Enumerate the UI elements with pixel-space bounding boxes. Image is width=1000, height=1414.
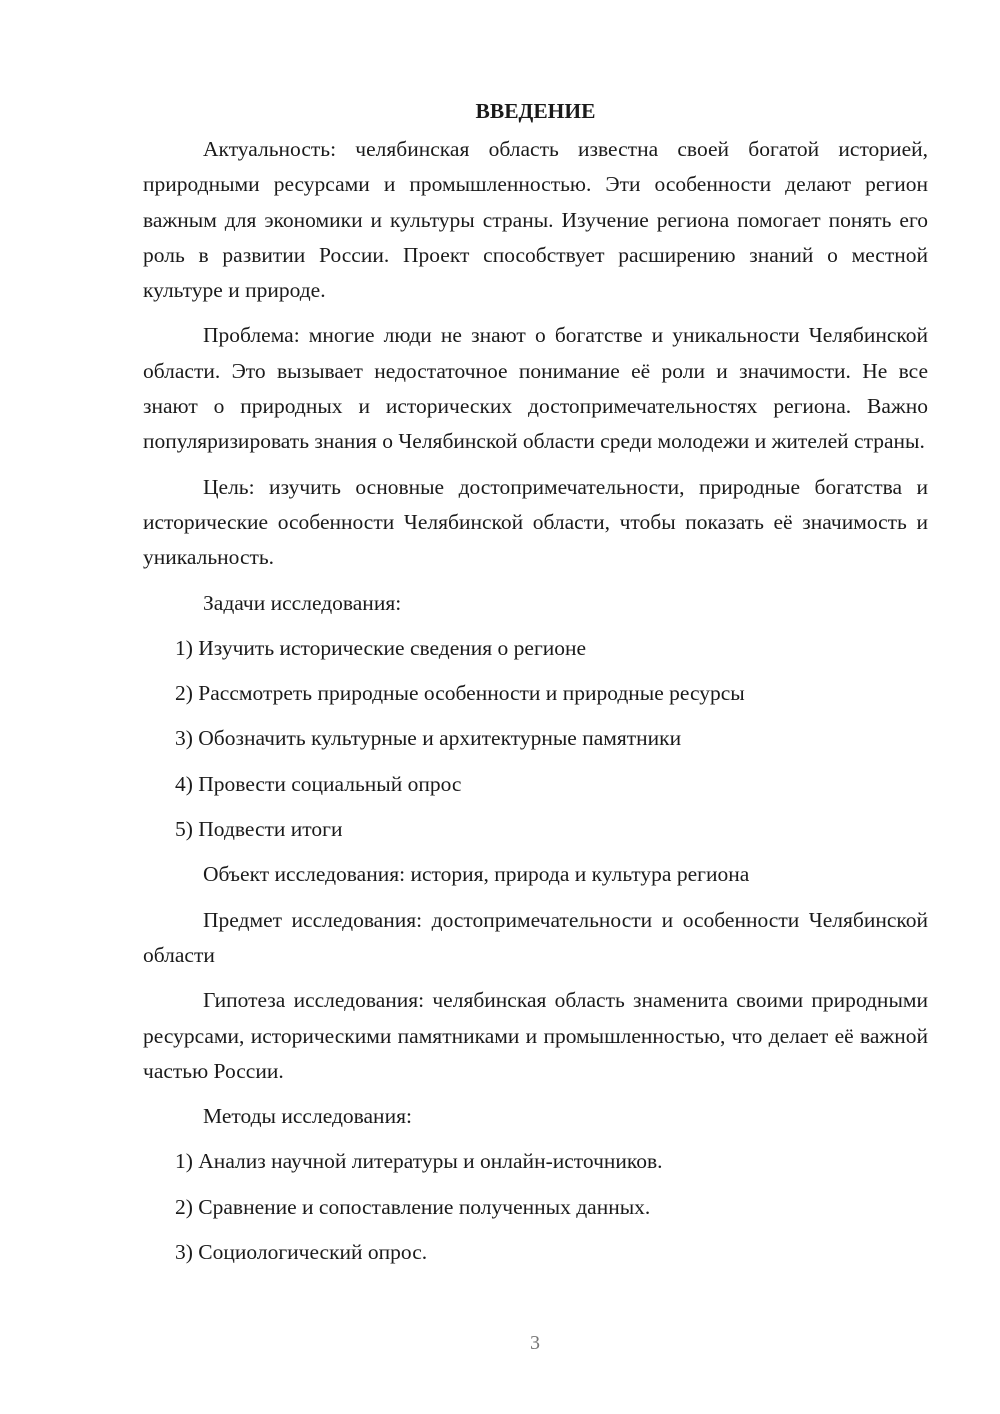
list-item: 4) Провести социальный опрос	[175, 771, 462, 796]
page-number: 3	[530, 1332, 540, 1354]
methods-list	[143, 1144, 928, 1270]
list-item: 2) Рассмотреть природные особенности и природные ресурсы	[175, 681, 745, 706]
list-item: 1) Изучить исторические сведения о регионе	[175, 635, 587, 660]
list-item: 5) Подвести итоги	[175, 817, 343, 842]
document-page	[143, 92, 928, 1280]
list-item: 2) Сравнение и сопоставление полученных данных.	[175, 1194, 651, 1219]
goal-paragraph: Цель: изучить основные достопримечательности, природные богатства и исторические особенности Челябинской области, чтобы показать её значимость и уникальность.	[143, 474, 928, 570]
subject-paragraph: Предмет исследования: достопримечательности и особенности Челябинской области	[143, 907, 928, 967]
list-item: 3) Социологический опрос.	[175, 1240, 428, 1265]
tasks-list	[143, 631, 928, 847]
list-item: 1) Анализ научной литературы и онлайн-источников.	[175, 1149, 663, 1174]
object-paragraph: Объект исследования: история, природа и культура региона	[203, 862, 750, 887]
hypothesis-paragraph: Гипотеза исследования: челябинская область знаменита своими природными ресурсами, историческими памятниками и промышленностью, что делает её важной частью России.	[143, 988, 928, 1083]
relevance-paragraph: Актуальность: челябинская область известна своей богатой историей, природными ресурсами и промышленностью. Эти особенности делают регион важным для экономики и культуры страны. Изучение региона помогает понять его роль в развитии России. Проект способствует расширению знаний о местной культуре и природе.	[143, 137, 928, 303]
page-title: ВВЕДЕНИЕ	[475, 99, 596, 123]
methods-heading: Методы исследования:	[203, 1104, 412, 1129]
tasks-heading: Задачи исследования:	[203, 590, 402, 615]
problem-paragraph: Проблема: многие люди не знают о богатстве и уникальности Челябинской области. Это вызывает недостаточное понимание её роли и значимости. Не все знают о природных и исторических достопримечательностях региона. Важно популяризировать знания о Челябинской области среди молодежи и жителей страны.	[143, 323, 928, 454]
list-item: 3) Обозначить культурные и архитектурные памятники	[175, 726, 682, 751]
